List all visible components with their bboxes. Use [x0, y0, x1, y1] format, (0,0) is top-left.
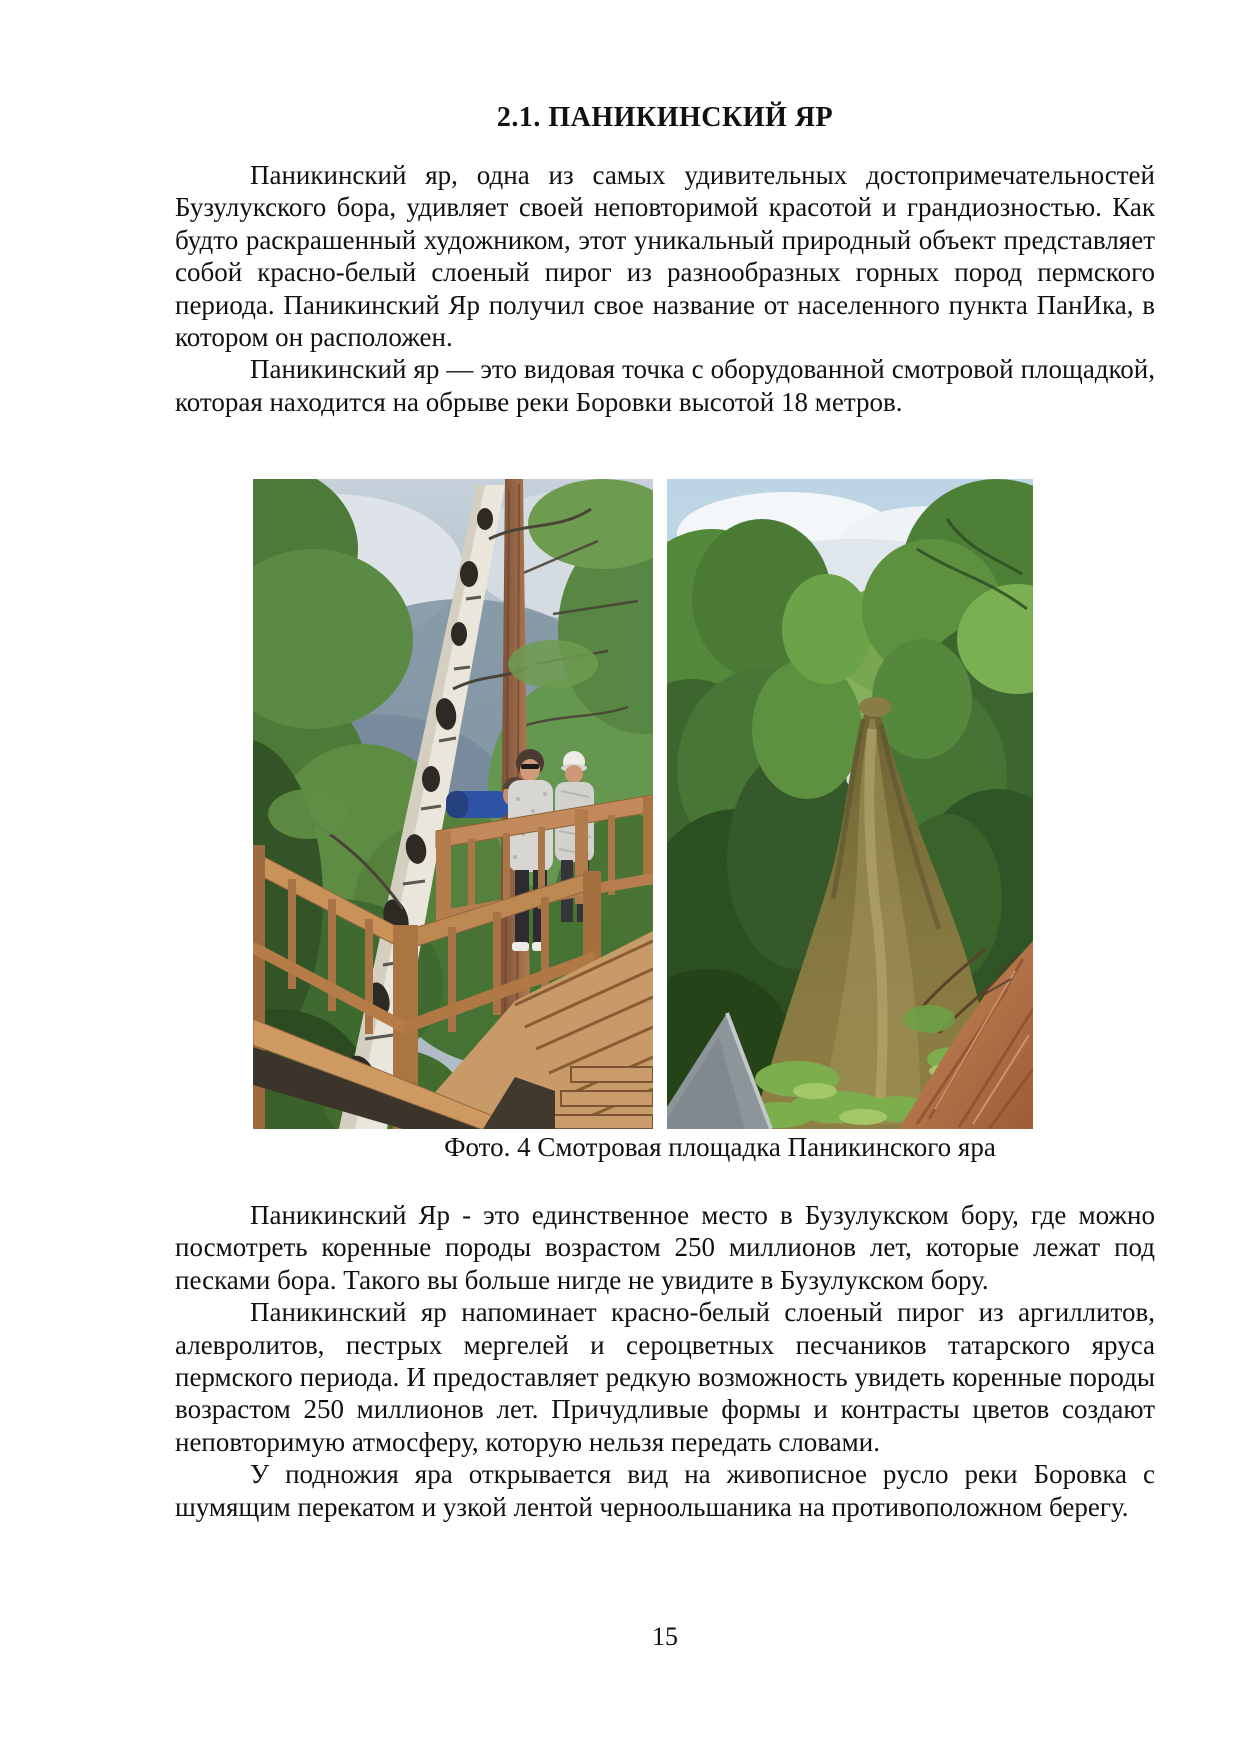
paragraph-1: Паникинский яр, одна из самых удивительных достопримечательностей Бузулукского бора, удивляет своей неповторимой красотой и грандиозностью. Как будто раскрашенный художником, этот уникальный природный объект представляет собой красно-белый слоеный пирог из разнообразных горных пород пермского периода. Паникинский Яр получил свое название от населенного пункта ПанИка, в котором он расположен. — [175, 160, 1155, 353]
paragraph-5: У подножия яра открывается вид на живописное русло реки Боровка с шумящим перекатом и узкой лентой черноольшаника на противоположном берегу. — [175, 1459, 1155, 1522]
paragraph-3: Паникинский Яр - это единственное место в Бузулукском бору, где можно посмотреть коренные породы возрастом 250 миллионов лет, которые лежат под песками бора. Такого вы больше нигде не увидите в Бузулукском бору. — [175, 1200, 1155, 1295]
section-title: 2.1. ПАНИКИНСКИЙ ЯР — [496, 102, 834, 133]
paragraph-4: Паникинский яр напоминает красно-белый слоеный пирог из аргиллитов, алевролитов, пестрых мергелей и сероцветных песчаников татарского яруса пермского периода. И предоставляет редкую возможность увидеть коренные породы возрастом 250 миллионов лет. Причудливые формы и контрасты цветов создают неповторимую атмосферу, которую нельзя передать словами. — [175, 1297, 1155, 1457]
body-text — [175, 1199, 1155, 1523]
figure-caption: Фото. 4 Смотровая площадка Паникинского яра — [444, 1132, 996, 1162]
intro-text — [175, 159, 1155, 418]
figure-photos — [253, 479, 1033, 1129]
river-view-illustration — [667, 479, 1033, 1129]
paragraph-2: Паникинский яр — это видовая точка с оборудованной смотровой площадкой, которая находится на обрыве реки Боровки высотой 18 метров. — [175, 354, 1155, 417]
page-number: 15 — [652, 1622, 678, 1651]
river-view-photo — [667, 479, 1033, 1129]
observation-deck-illustration — [253, 479, 653, 1129]
observation-deck-photo — [253, 479, 653, 1129]
